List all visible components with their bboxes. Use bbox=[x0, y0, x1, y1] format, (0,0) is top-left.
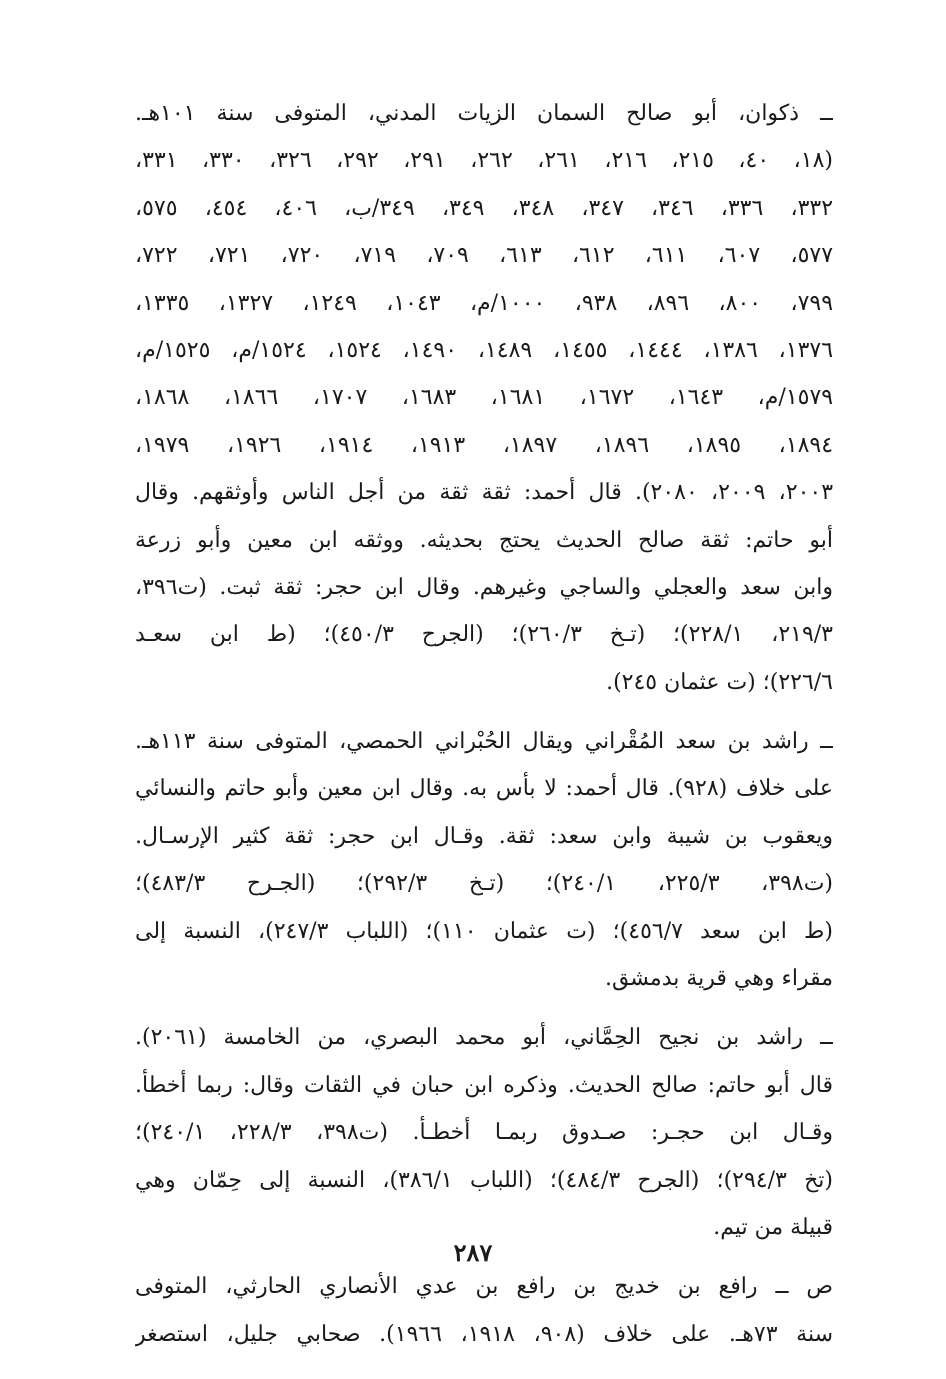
text-line: ٣٣٢، ٣٣٦، ٣٤٦، ٣٤٧، ٣٤٨، ٣٤٩، ٣٤٩/ب، ٤٠٦، ٤٥٤، ٥٧٥، bbox=[135, 195, 833, 221]
text-line: ويعقوب بن شيبة وابن سعد: ثقة. وقـال ابن حجر: ثقة كثير الإرسـال. bbox=[135, 823, 833, 849]
page-number: ٢٨٧ bbox=[453, 1238, 493, 1267]
text-line: مقراء وهي قرية بدمشق. bbox=[604, 966, 833, 992]
text-line: ٧٩٩، ٨٠٠، ٨٩٦، ٩٣٨، ١٠٠٠/م، ١٠٤٣، ١٢٤٩، ١٣٢٧، ١٣٣٥، bbox=[135, 290, 833, 316]
text-line: ــ راشد بن نجيح الحِمَّاني، أبو محمد البصري، من الخامسة (٢٠٦١). bbox=[135, 1025, 833, 1051]
text-line: (١٨، ٤٠، ٢١٥، ٢١٦، ٢٦١، ٢٦٢، ٢٩١، ٢٩٢، ٣٢٦، ٣٣٠، ٣٣١، bbox=[135, 148, 833, 174]
text-line: ــ راشد بن سعد المُقْراني ويقال الحُبْراني الحمصي، المتوفى سنة ١١٣هـ. bbox=[135, 729, 833, 755]
text-line: (ط ابن سعد ٤٥٦/٧)؛ (ت عثمان ١١٠)؛ (اللباب ٢٤٧/٣)، النسبة إلى bbox=[135, 918, 833, 944]
text-line: ٢١٩/٣، ٢٢٨/١)؛ (تـخ ٢٦٠/٣)؛ (الجرح ٤٥٠/٣)؛ (ط ابن سعـد bbox=[135, 622, 833, 648]
text-line: قال أبو حاتم: صالح الحديث. وذكره ابن حبان في الثقات وقال: ربما أخطأ. bbox=[135, 1072, 833, 1098]
entry-dhakwan bbox=[135, 90, 833, 706]
text-line: سنة ٧٣هـ. على خلاف (٩٠٨، ١٩١٨، ١٩٦٦). صحابي جليل، استصغر bbox=[135, 1321, 833, 1347]
text-line: وابن سعد والعجلي والساجي وغيرهم. وقال ابن حجر: ثقة ثبت. (ت٣٩٦، bbox=[135, 574, 833, 600]
text-line: ١٣٧٦، ١٣٨٦، ١٤٤٤، ١٤٥٥، ١٤٨٩، ١٤٩٠، ١٥٢٤، ١٥٢٤/م، ١٥٢٥/م، bbox=[135, 337, 833, 363]
entry-rashid-ibn-najih bbox=[135, 1014, 833, 1251]
text-line: (تخ ٢٩٤/٣)؛ (الجرح ٤٨٤/٣)؛ (اللباب ٣٨٦/١)، النسبة إلى حِمّان وهي bbox=[135, 1167, 833, 1193]
text-line: أبو حاتم: ثقة صالح الحديث يحتج بحديثه. ووثقه ابن معين وأبو زرعة bbox=[135, 527, 833, 553]
text-line: قبيلة من تيم. bbox=[713, 1214, 833, 1240]
text-line: ٢٠٠٣، ٢٠٠٩، ٢٠٨٠). قال أحمد: ثقة ثقة من أجل الناس وأوثقهم. وقال bbox=[135, 480, 833, 506]
text-line: ص ــ رافع بن خديج بن رافع بن عدي الأنصاري الحارثي، المتوفى bbox=[135, 1274, 833, 1300]
entry-rashid-ibn-sad bbox=[135, 718, 833, 1002]
text-line: (ت٣٩٨، ٢٢٥/٣، ٢٤٠/١)؛ (تـخ ٢٩٢/٣)؛ (الجـرح ٤٨٣/٣)؛ bbox=[135, 871, 833, 897]
entry-rafi-ibn-khadij bbox=[135, 1263, 833, 1358]
text-line: وقـال ابن حجـر: صـدوق ربمـا أخطـأ. (ت٣٩٨، ٢٢٨/٣، ٢٤٠/١)؛ bbox=[135, 1120, 833, 1146]
page-body bbox=[135, 90, 833, 1347]
text-line: على خلاف (٩٢٨). قال أحمد: لا بأس به. وقال ابن معين وأبو حاتم والنسائي bbox=[135, 776, 833, 802]
text-line: ٢٢٦/٦)؛ (ت عثمان ٢٤٥). bbox=[606, 669, 833, 695]
text-line: ١٥٧٩/م، ١٦٤٣، ١٦٧٢، ١٦٨١، ١٦٨٣، ١٧٠٧، ١٨٦٦، ١٨٦٨، bbox=[135, 385, 833, 411]
text-line: ٥٧٧، ٦٠٧، ٦١١، ٦١٢، ٦١٣، ٧٠٩، ٧١٩، ٧٢٠، ٧٢١، ٧٢٢، bbox=[135, 243, 833, 269]
text-line: ــ ذكوان، أبو صالح السمان الزيات المدني، المتوفى سنة ١٠١هـ. bbox=[135, 101, 833, 126]
text-line: ١٨٩٤، ١٨٩٥، ١٨٩٦، ١٨٩٧، ١٩١٣، ١٩١٤، ١٩٢٦، ١٩٧٩، bbox=[135, 432, 833, 458]
